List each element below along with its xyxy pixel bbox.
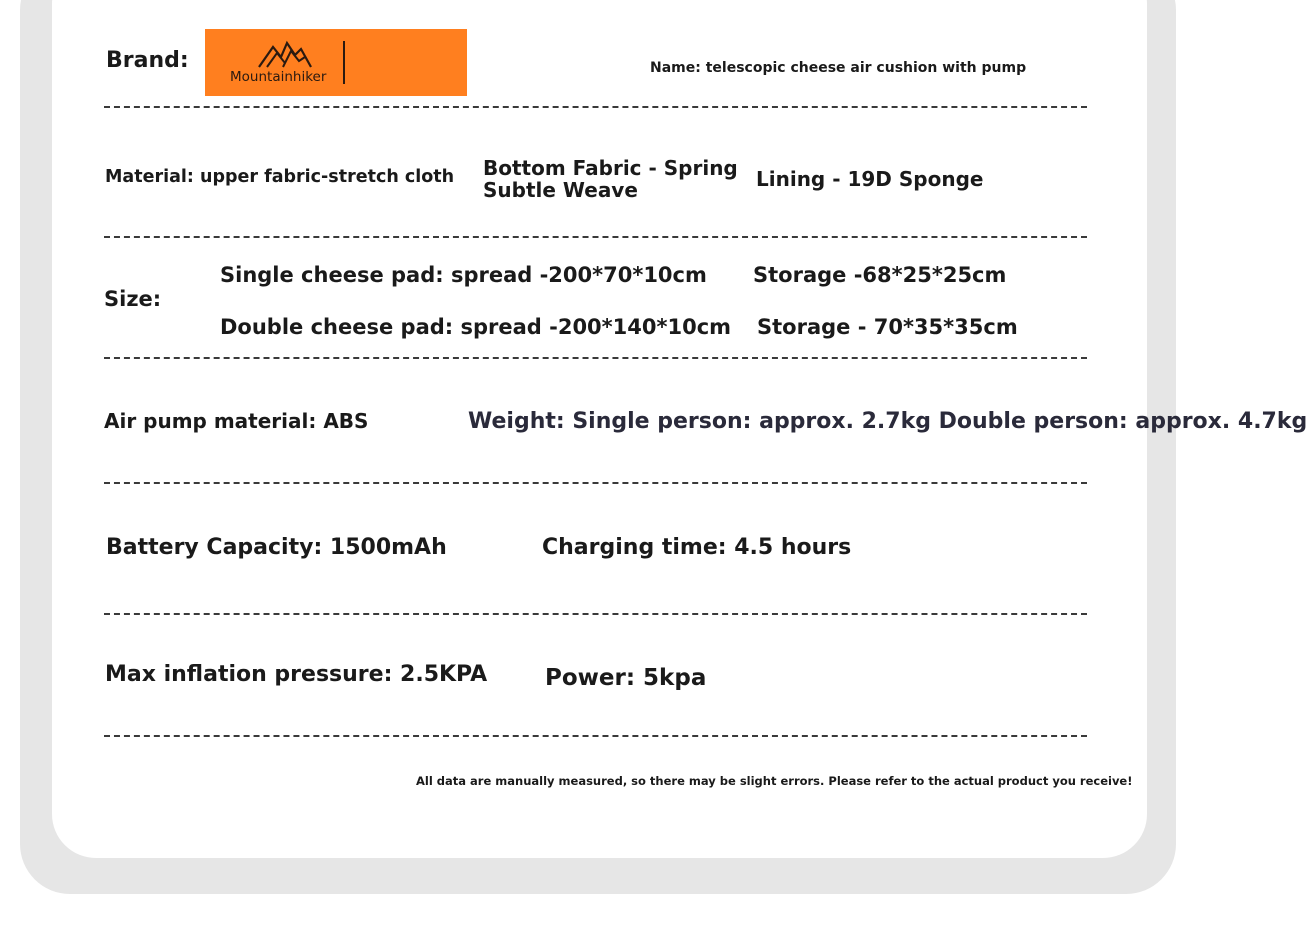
power-info: Power: 5kpa bbox=[545, 665, 707, 691]
logo-divider bbox=[343, 41, 345, 84]
size-label: Size: bbox=[104, 287, 162, 311]
divider-1 bbox=[104, 106, 1087, 108]
divider-2 bbox=[104, 236, 1087, 238]
footnote: All data are manually measured, so there may be slight errors. Please refer to the actual product you receive! bbox=[416, 774, 1133, 788]
material-lining: Lining - 19D Sponge bbox=[756, 167, 984, 191]
size-double: Double cheese pad: spread -200*140*10cm bbox=[220, 315, 732, 339]
battery-capacity: Battery Capacity: 1500mAh bbox=[106, 535, 447, 560]
material-bottom bbox=[483, 157, 738, 201]
pump-material: Air pump material: ABS bbox=[104, 409, 369, 433]
max-pressure: Max inflation pressure: 2.5KPA bbox=[105, 662, 488, 687]
divider-3 bbox=[104, 357, 1087, 359]
size-single-storage: Storage -68*25*25cm bbox=[753, 263, 1007, 287]
brand-label: Brand: bbox=[106, 48, 189, 73]
weight-info: Weight: Single person: approx. 2.7kg Double person: approx. 4.7kg bbox=[468, 409, 1307, 434]
brand-logo bbox=[205, 29, 467, 96]
material-bottom-line1: Bottom Fabric - Spring bbox=[483, 156, 738, 180]
size-single: Single cheese pad: spread -200*70*10cm bbox=[220, 263, 707, 287]
divider-5 bbox=[104, 613, 1087, 615]
divider-6 bbox=[104, 735, 1087, 737]
charging-time: Charging time: 4.5 hours bbox=[542, 535, 852, 560]
logo-text: Mountainhiker bbox=[230, 69, 327, 85]
product-name: Name: telescopic cheese air cushion with pump bbox=[650, 60, 1027, 76]
material-bottom-line2: Subtle Weave bbox=[483, 178, 638, 202]
divider-4 bbox=[104, 482, 1087, 484]
mountain-logo-icon bbox=[257, 37, 313, 69]
material-upper: Material: upper fabric-stretch cloth bbox=[105, 167, 455, 187]
size-double-storage: Storage - 70*35*35cm bbox=[757, 315, 1018, 339]
